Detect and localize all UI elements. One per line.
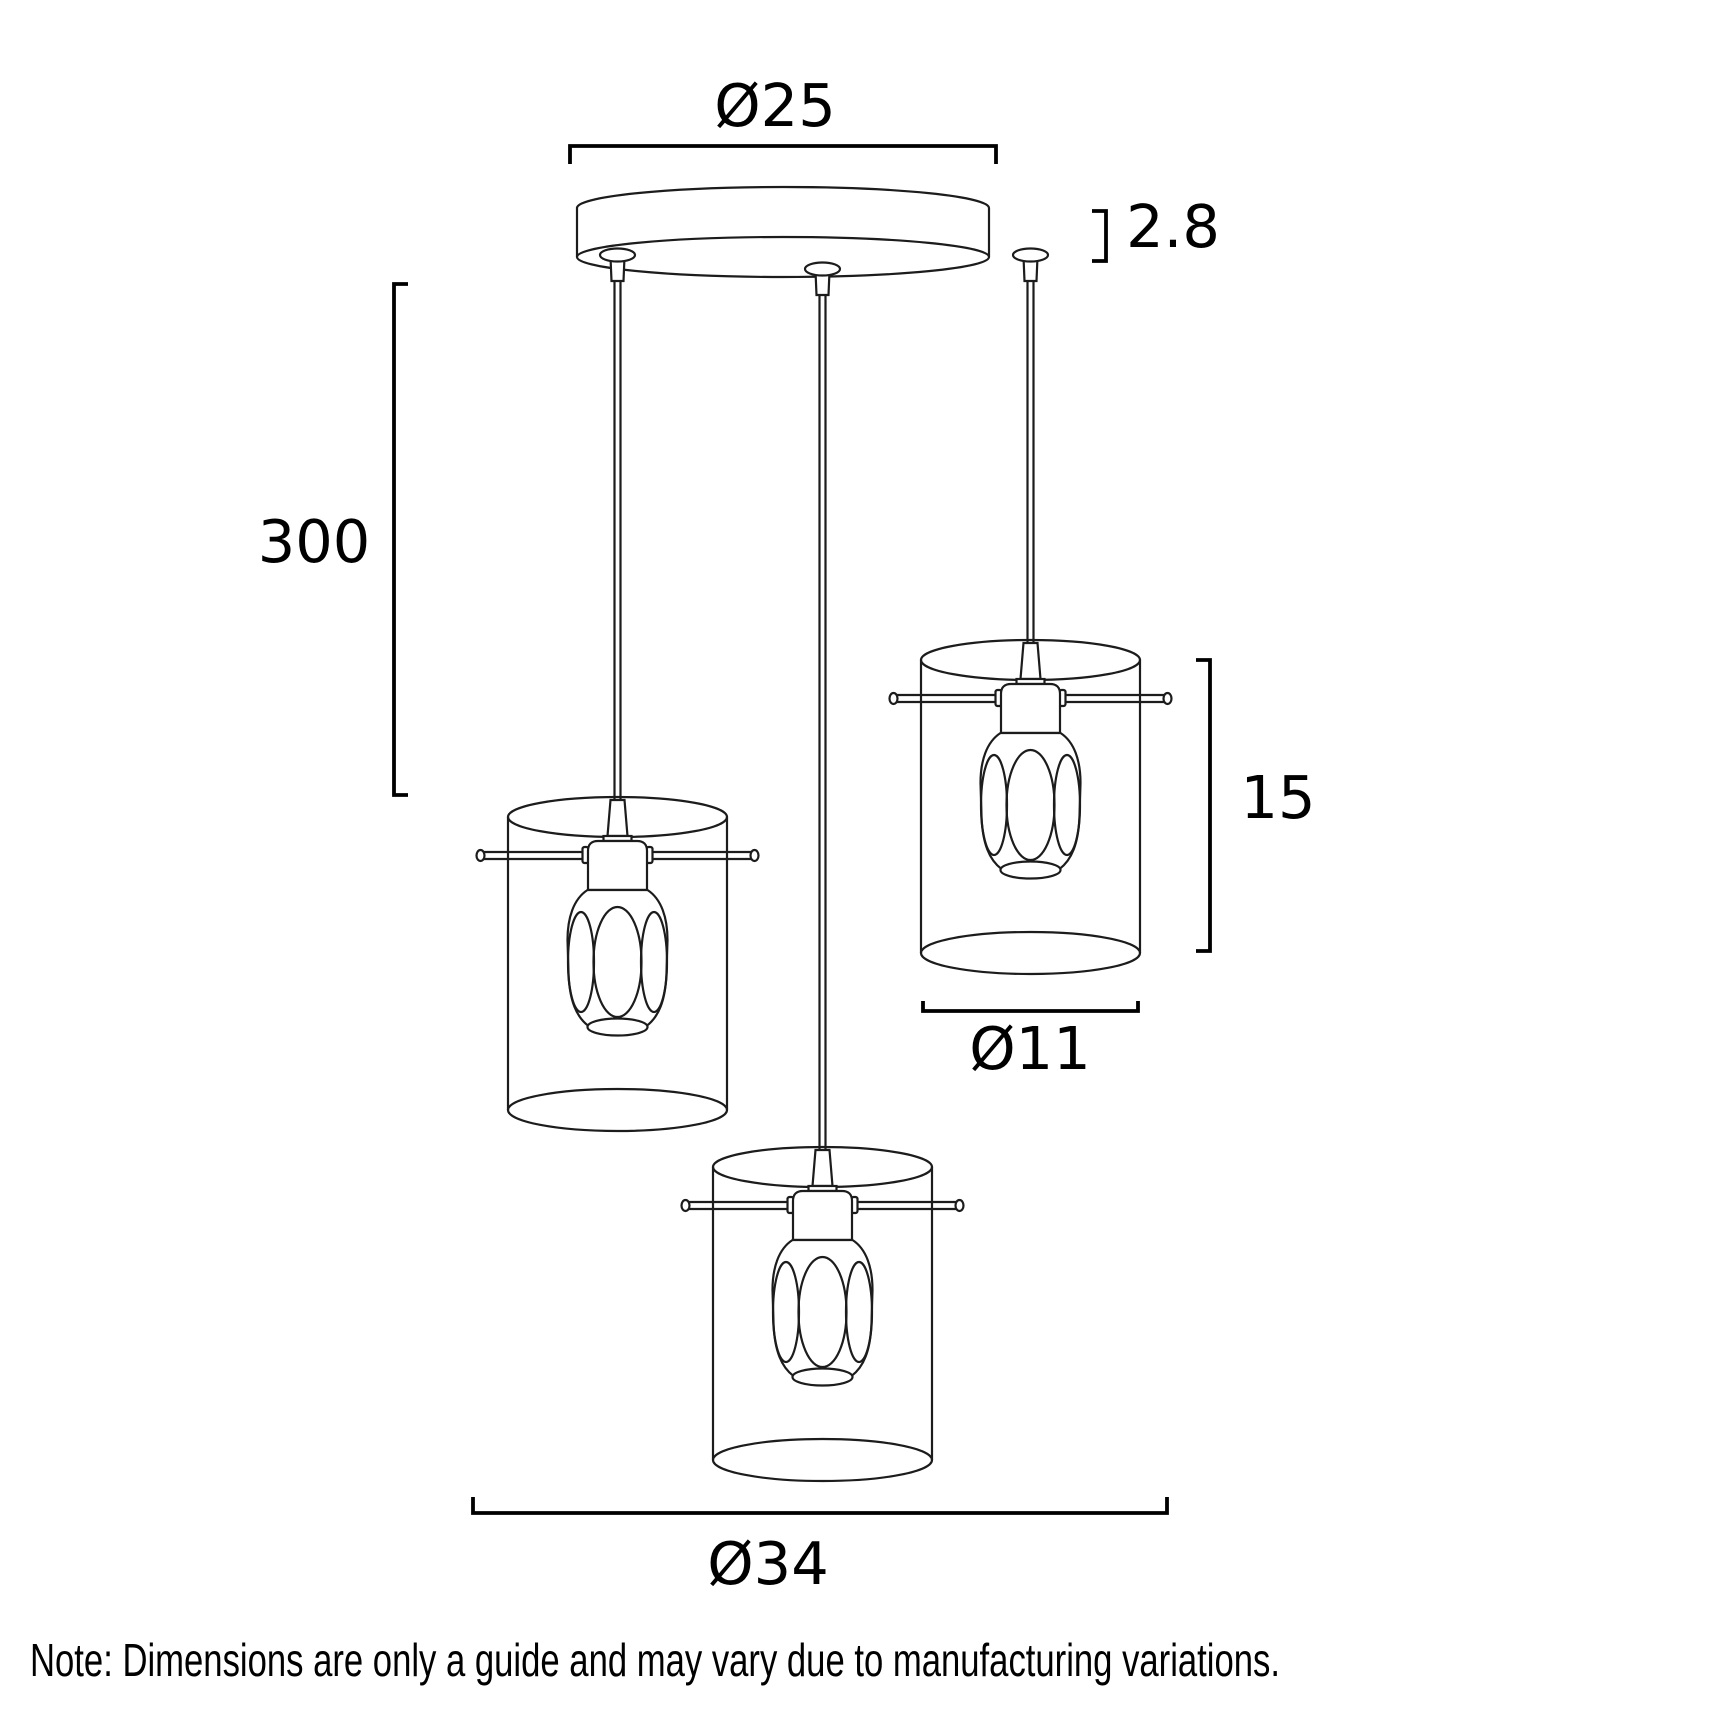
canopy-side-walls	[577, 208, 989, 257]
pendant-middle	[682, 1147, 964, 1481]
dim-shade-height-bracket	[1196, 660, 1210, 951]
dim-shade-height	[1196, 660, 1316, 951]
ferrule-middle	[805, 263, 840, 296]
dim-shade-diameter-label: Ø11	[969, 1014, 1091, 1083]
canopy-top-rim	[577, 187, 989, 208]
dim-overall-diameter-label: Ø34	[707, 1529, 829, 1598]
canopy-bottom-face	[577, 237, 989, 277]
ceiling-canopy	[577, 187, 1048, 295]
ferrule-right	[1013, 249, 1048, 282]
dim-overall-diameter	[473, 1497, 1167, 1598]
dim-overall-diameter-bracket	[473, 1497, 1167, 1513]
pendant-left	[477, 797, 759, 1131]
dim-canopy-diameter-bracket	[570, 146, 996, 164]
dim-canopy-thickness-label: 2.8	[1126, 192, 1220, 261]
dim-canopy-thickness-bracket	[1092, 211, 1106, 261]
dim-suspension-drop	[258, 284, 408, 795]
dim-shade-diameter-bracket	[923, 1001, 1138, 1011]
pendant-right	[890, 640, 1172, 974]
dim-shade-diameter	[923, 1001, 1138, 1083]
dim-suspension-drop-label: 300	[257, 507, 371, 576]
dim-canopy-thickness	[1092, 192, 1220, 261]
dim-shade-height-label: 15	[1240, 763, 1316, 832]
cord-right	[1028, 278, 1034, 645]
ferrule-left	[600, 249, 635, 282]
cord-middle	[820, 292, 826, 1152]
note-text: Note: Dimensions are only a guide and may vary due to manufacturing variations.	[30, 1634, 1280, 1686]
dim-canopy-diameter	[570, 71, 996, 164]
cord-left	[615, 278, 621, 802]
dim-suspension-drop-bracket	[394, 284, 408, 795]
dim-canopy-diameter-label: Ø25	[714, 71, 836, 140]
